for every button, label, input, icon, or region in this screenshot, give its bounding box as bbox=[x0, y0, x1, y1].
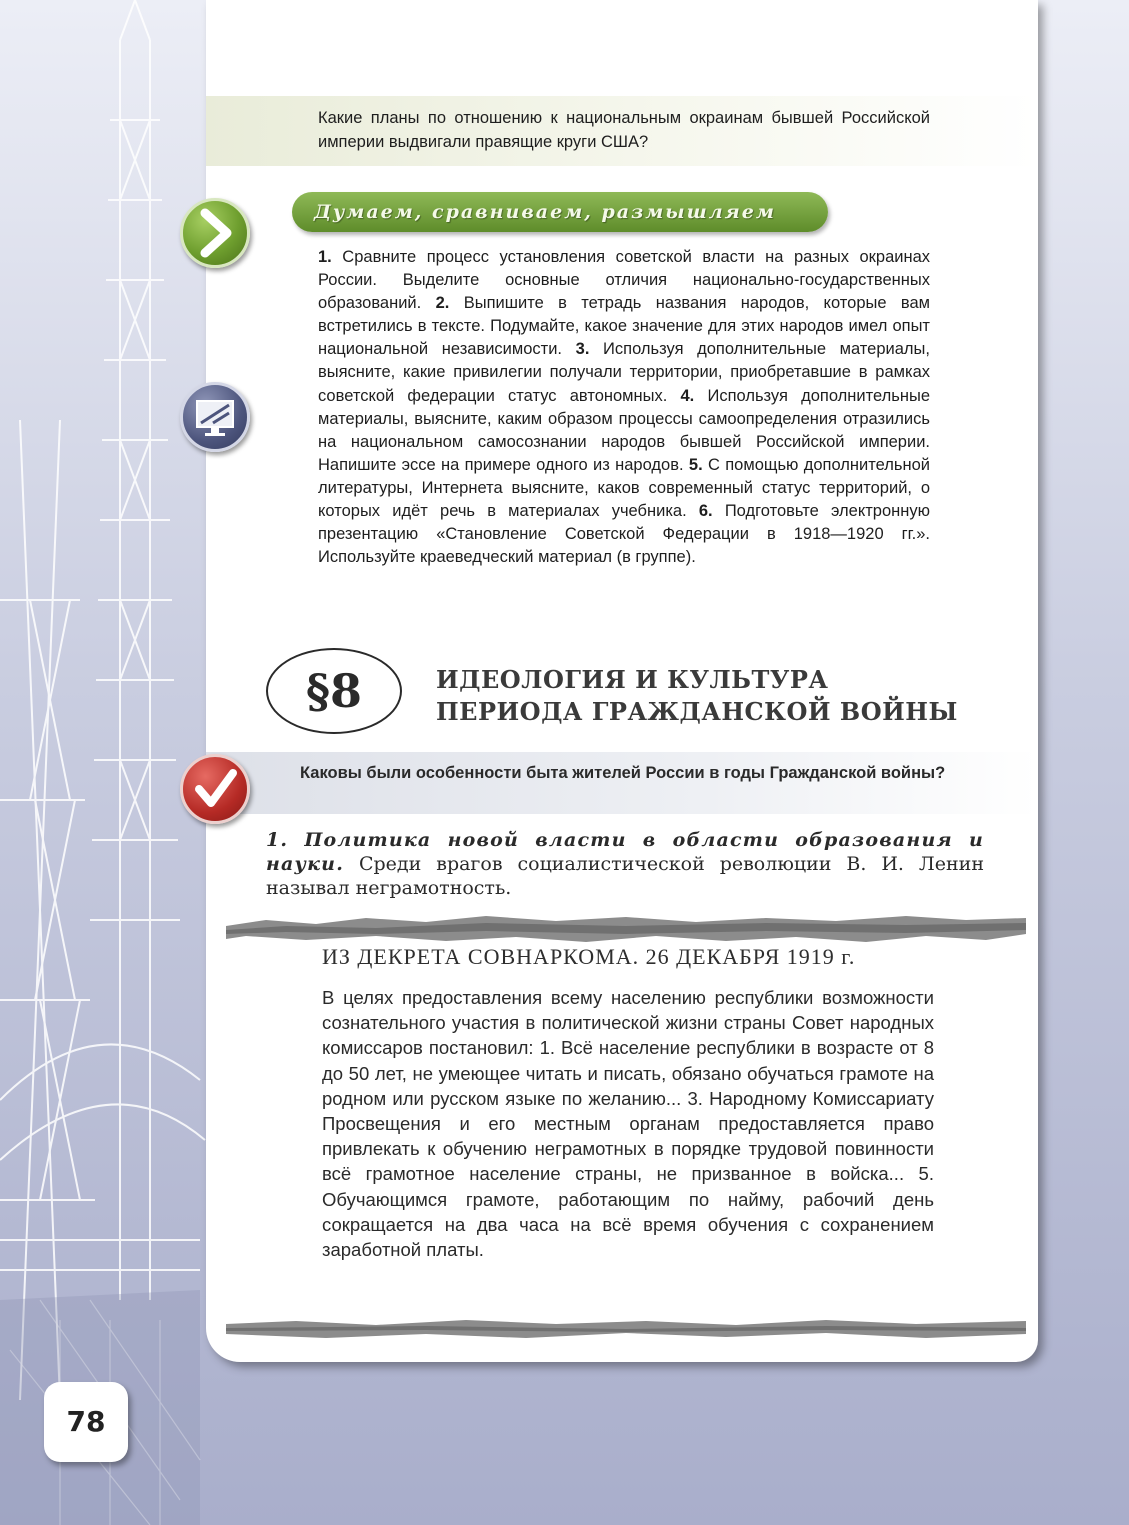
task-number: 1. bbox=[318, 248, 332, 266]
page-number: 78 bbox=[66, 1405, 106, 1438]
task-text: Используя дополнительные материалы, выясните, каким образом процессы самоопределения отразились на национальном самосознании народов бывшей Российской империи. Напишите эссе на примере одного из народов. bbox=[318, 386, 930, 474]
think-section-title: Думаем, сравниваем, размышляем bbox=[314, 201, 776, 223]
task-text: Подготовьте электронную презентацию «Становление Советской Федерации в 1918—1920 гг.». Используйте краеведческий материал (в группе). bbox=[318, 502, 930, 567]
section-title-line1: ИДЕОЛОГИЯ И КУЛЬТУРА bbox=[436, 665, 829, 694]
think-tasks bbox=[318, 246, 930, 569]
decree-torn-edge-bottom bbox=[226, 1316, 1026, 1344]
task-text: Сравните процесс установления советской власти на разных окраинах России. Выделите основные отличия национально-государственных образований. bbox=[318, 248, 930, 313]
task-text: Выпишите в тетрадь названия народов, которые вам встретились в тексте. Подумайте, какое значение для этих народов имел опыт национальной независимости. bbox=[318, 294, 930, 359]
task-number: 5. bbox=[688, 455, 703, 474]
section-title-line2: ПЕРИОДА ГРАЖДАНСКОЙ ВОЙНЫ bbox=[436, 697, 958, 726]
task-number: 6. bbox=[698, 502, 713, 521]
decree-title: ИЗ ДЕКРЕТА СОВНАРКОМА. 26 ДЕКАБРЯ 1919 г. bbox=[322, 944, 856, 969]
section-number: §8 bbox=[305, 664, 363, 718]
task-number: 2. bbox=[435, 294, 450, 313]
monitor-icon bbox=[180, 382, 250, 452]
decree-text: В целях предоставления всему населению республики возможности сознательного участия в политической жизни страны Совет народных комиссаров постановил: 1. Всё население республики в возрасте от 8 до 50 лет, не умеющее читать и писать, обязано обучаться грамоте на родном или русском языке по желанию... 3. Народному Комиссариату Просвещения и его местным органам предоставляется право привлекать к обучению неграмотных в порядке трудовой повинности всё грамотное население страны, не призванное в войска... 5. Обучающимся грамоте, работающим по найму, рабочий день сокращается на два часа на всё время обучения с сохранением заработной платы. bbox=[322, 987, 934, 1261]
lead-subtitle: 1. Политика новой власти в области образования и науки. bbox=[266, 829, 984, 875]
lead-text: Среди врагов социалистической революции В. И. Ленин называл неграмотность. bbox=[266, 853, 984, 899]
arrow-right-icon bbox=[180, 198, 250, 268]
task-number: 3. bbox=[575, 340, 590, 359]
intro-question: Какие планы по отношению к национальным окраинам бывшей Российской империи выдвигали правящие круги США? bbox=[318, 109, 930, 151]
lead-paragraph bbox=[266, 828, 984, 900]
section-title bbox=[436, 664, 996, 728]
section-question: Каковы были особенности быта жителей России в годы Гражданской войны? bbox=[300, 764, 946, 782]
checkmark-icon bbox=[180, 754, 250, 824]
task-text: С помощью дополнительной литературы, Интернета выясните, каков современный статус территорий, о которых идёт речь в материалах учебника. bbox=[318, 455, 930, 521]
task-text: Используя дополнительные материалы, выясните, какие привилегии получали территории, приобретавшие в рамках советской федерации статус автономных. bbox=[318, 340, 930, 405]
task-number: 4. bbox=[680, 386, 695, 405]
